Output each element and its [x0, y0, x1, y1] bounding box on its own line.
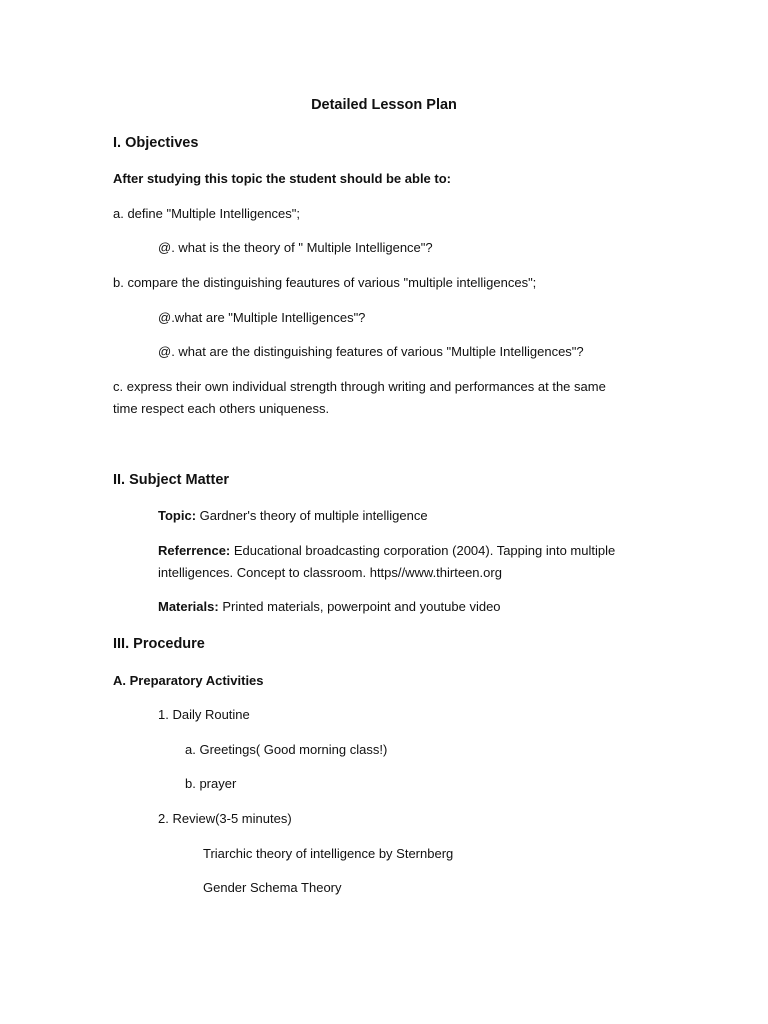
- topic-line: [158, 505, 428, 527]
- reference-label: Referrence:: [158, 543, 231, 558]
- topic-label: Topic:: [158, 508, 197, 523]
- materials-value: Printed materials, powerpoint and youtube video: [218, 599, 501, 614]
- reference-value-line2: intelligences. Concept to classroom. https//www.thirteen.org: [158, 565, 502, 580]
- step-daily-routine: 1. Daily Routine: [158, 707, 250, 722]
- step-greetings: a. Greetings( Good morning class!): [185, 742, 388, 757]
- objective-item-a: a. define "Multiple Intelligences";: [113, 206, 301, 221]
- objectives-heading: I. Objectives: [113, 135, 199, 151]
- objectives-intro: After studying this topic the student should be able to:: [113, 171, 451, 186]
- preparatory-activities-heading: A. Preparatory Activities: [113, 673, 264, 688]
- reference-line: [158, 540, 615, 562]
- objective-item-a-sub1: @. what is the theory of " Multiple Intelligence"?: [158, 240, 433, 255]
- subject-matter-heading: II. Subject Matter: [113, 472, 230, 488]
- step-review: 2. Review(3-5 minutes): [158, 811, 292, 826]
- document-title: Detailed Lesson Plan: [311, 97, 457, 113]
- objective-item-b: b. compare the distinguishing feautures of various "multiple intelligences";: [113, 275, 537, 290]
- objective-item-b-sub1: @.what are "Multiple Intelligences"?: [158, 310, 366, 325]
- step-prayer: b. prayer: [185, 776, 237, 791]
- objective-item-b-sub2: @. what are the distinguishing features of various "Multiple Intelligences"?: [158, 344, 584, 359]
- materials-line: [158, 596, 501, 618]
- reference-value-line1: Educational broadcasting corporation (2004). Tapping into multiple: [230, 543, 616, 558]
- objective-item-c-line1: c. express their own individual strength through writing and performances at the same: [113, 379, 606, 394]
- topic-value: Gardner's theory of multiple intelligence: [196, 508, 428, 523]
- review-item-triarchic: Triarchic theory of intelligence by Sternberg: [203, 846, 454, 861]
- procedure-heading: III. Procedure: [113, 636, 205, 652]
- objective-item-c-line2: time respect each others uniqueness.: [113, 401, 330, 416]
- materials-label: Materials:: [158, 599, 219, 614]
- review-item-gender-schema: Gender Schema Theory: [203, 880, 342, 895]
